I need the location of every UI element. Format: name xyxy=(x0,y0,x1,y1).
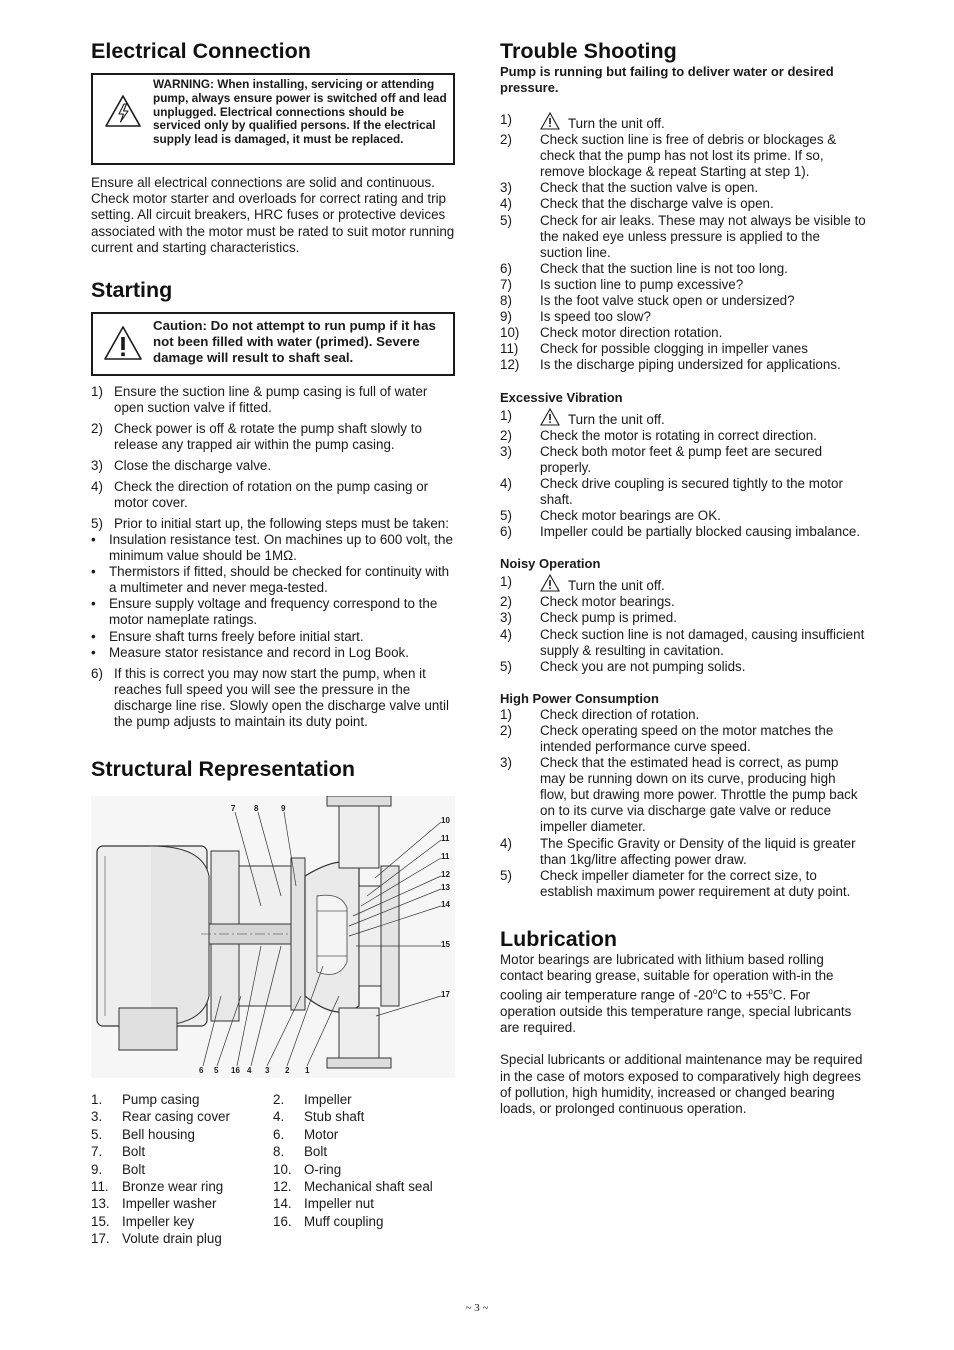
lubrication-paragraph-1: Motor bearings are lubricated with lithium based rolling contact bearing grease, suitable for operation with-in the cooling air temperature range of -20$^o$C to $+55^oC$. For operation outside this temperature range, special lubricants are required. xyxy=(500,951,852,1036)
list-item: 2) Check power is off & rotate the pump shaft slowly to release any trapped air within the pump casing. xyxy=(91,421,422,453)
part-item: 11. Bronze wear ring xyxy=(91,1179,224,1195)
caution-icon xyxy=(540,574,560,592)
part-item: 1. Pump casing xyxy=(91,1092,200,1108)
caution-icon xyxy=(93,318,153,361)
part-item: 3. Rear casing cover xyxy=(91,1109,230,1125)
part-item: 9. Bolt xyxy=(91,1161,146,1177)
caution-icon xyxy=(540,112,560,130)
bullet-item: • Ensure supply voltage and frequency correspond to the motor nameplate ratings. xyxy=(91,596,438,628)
electrical-warning-box xyxy=(91,73,455,165)
power-title: High Power Consumption xyxy=(500,690,659,706)
list-item: 1) Turn the unit off. xyxy=(500,112,665,131)
structural-title: Structural Representation xyxy=(91,757,356,782)
bullet-item: • Measure stator resistance and record in Log Book. xyxy=(91,644,409,660)
callout-number: 7 xyxy=(231,804,236,814)
part-item: 4. Stub shaft xyxy=(273,1109,365,1125)
callout-number: 2 xyxy=(285,1066,290,1076)
pump-diagram xyxy=(91,796,455,1078)
callout-number: 10 xyxy=(441,816,450,826)
parts-list xyxy=(91,1092,455,1247)
caution-icon xyxy=(540,408,560,426)
list-item: 6) If this is correct you may now start the pump, when it reaches full speed you will see the pressure in the discharge line rise. Slowly open the discharge valve until the pump adjusts to maintain its duty point. xyxy=(91,665,449,729)
callout-number: 4 xyxy=(247,1066,252,1076)
starting-caution-text: Caution: Do not attempt to run pump if it has not been filled with water (primed). Severe damage will result to shaft seal. xyxy=(153,318,436,366)
callout-number: 15 xyxy=(441,940,450,950)
left-column xyxy=(91,38,455,1247)
list-item: 4) Check that the discharge valve is open. xyxy=(500,196,774,212)
list-item: 2) Check suction line is free of debris or blockages & check that the pump has not lost its prime. If so, remove blockage & repeat Starting at step 1). xyxy=(500,132,837,180)
lubrication-title: Lubrication xyxy=(500,926,618,951)
list-item: 6) Impeller could be partially blocked causing imbalance. xyxy=(500,524,861,540)
list-item: 9) Is speed too slow? xyxy=(500,309,651,325)
list-item: 2) Check the motor is rotating in correct direction. xyxy=(500,427,817,443)
list-item: 3) Check that the estimated head is correct, as pump may be running down on its curve, producing high flow, but drawing more power. Throttle the pump back on to its curve via discharge gate valve or reduce impeller diameter. xyxy=(500,755,858,835)
part-item: 5. Bell housing xyxy=(91,1126,195,1142)
callout-number: 16 xyxy=(231,1066,240,1076)
starting-caution-box xyxy=(91,312,455,376)
list-item: 2) Check operating speed on the motor matches the intended performance curve speed. xyxy=(500,722,834,754)
list-item: 1) Turn the unit off. xyxy=(500,407,665,427)
part-item: 7. Bolt xyxy=(91,1144,146,1160)
right-column xyxy=(500,38,866,1117)
list-item: 3) Check pump is primed. xyxy=(500,610,677,626)
bullet-item: • Ensure shaft turns freely before initial start. xyxy=(91,628,364,644)
bullet-item: • Thermistors if fitted, should be checked for continuity with a multimeter and never mega-tested. xyxy=(91,564,450,596)
list-item: 3) Check both motor feet & pump feet are secured properly. xyxy=(500,443,823,475)
list-item: 8) Is the foot valve stuck open or undersized? xyxy=(500,293,795,309)
list-item: 2) Check motor bearings. xyxy=(500,594,675,610)
callout-number: 11 xyxy=(441,852,450,862)
trouble-subtitle: Pump is running but failing to deliver water or desired pressure. xyxy=(500,64,834,95)
part-item: 10. O-ring xyxy=(273,1161,342,1177)
list-item: 6) Check that the suction line is not too long. xyxy=(500,260,788,276)
list-item: 5) Check motor bearings are OK. xyxy=(500,508,721,524)
callout-number: 13 xyxy=(441,883,450,893)
list-item: 1) Turn the unit off. xyxy=(500,574,665,594)
callout-number: 3 xyxy=(265,1066,270,1076)
part-item: 14. Impeller nut xyxy=(273,1196,374,1212)
electrical-title: Electrical Connection xyxy=(91,39,311,63)
list-item: 1) Check direction of rotation. xyxy=(500,706,700,722)
vibration-steps xyxy=(500,408,866,541)
callout-number: 14 xyxy=(441,900,450,910)
starting-steps xyxy=(91,384,455,532)
list-item: 1) Ensure the suction line & pump casing is full of water open suction valve if fitted. xyxy=(91,384,428,416)
list-item: 3) Close the discharge valve. xyxy=(91,457,272,473)
trouble-title: Trouble Shooting xyxy=(500,39,677,63)
electrical-body: Ensure all electrical connections are solid and continuous. Check motor starter and overloads for correct rating and trip setting. All circuit breakers, HRC fuses or protective devices associated with the motor must be rated to suit motor running current and starting characteristics. xyxy=(91,175,455,255)
list-item: 3) Check that the suction valve is open. xyxy=(500,180,759,196)
list-item: 5) Check you are not pumping solids. xyxy=(500,658,746,674)
list-item: 10) Check motor direction rotation. xyxy=(500,325,723,341)
callout-number: 11 xyxy=(441,834,450,844)
trouble-steps xyxy=(500,112,866,374)
part-item: 12. Mechanical shaft seal xyxy=(273,1179,433,1195)
lubrication-paragraph-2: Special lubricants or additional maintenance may be required in the case of motors exposed to comparatively high degrees of pollution, high humidity, increased or changed bearing loads, or prolonged continuous operation. xyxy=(500,1052,863,1117)
list-item: 7) Is suction line to pump excessive? xyxy=(500,276,744,292)
vibration-title: Excessive Vibration xyxy=(500,389,623,405)
part-item: 15. Impeller key xyxy=(91,1213,195,1229)
list-item: 4) The Specific Gravity or Density of the liquid is greater than 1kg/litre affecting power draw. xyxy=(500,835,856,867)
page-number: ~ 3 ~ xyxy=(465,1302,489,1314)
power-steps xyxy=(500,707,866,900)
list-item: 11) Check for possible clogging in impeller vanes xyxy=(500,341,808,357)
part-item: 2. Impeller xyxy=(273,1092,352,1108)
noisy-title: Noisy Operation xyxy=(500,556,601,572)
noisy-steps xyxy=(500,574,866,675)
part-item: 6. Motor xyxy=(273,1126,339,1142)
part-item: 13. Impeller washer xyxy=(91,1196,217,1212)
list-item: 5) Prior to initial start up, the following steps must be taken: xyxy=(91,515,449,531)
callout-number: 5 xyxy=(214,1066,219,1076)
part-item: 8. Bolt xyxy=(273,1144,328,1160)
list-item: 5) Check for air leaks. These may not always be visible to the naked eye unless pressure is applied to the suction line. xyxy=(500,212,866,260)
list-item: 4) Check the direction of rotation on the pump casing or motor cover. xyxy=(91,478,429,510)
part-item: 16. Muff coupling xyxy=(273,1213,384,1229)
callout-number: 12 xyxy=(441,870,450,880)
callout-number: 8 xyxy=(254,804,259,814)
bullet-item: • Insulation resistance test. On machines up to 600 volt, the minimum value should be 1MΩ. xyxy=(91,531,453,564)
callout-number: 17 xyxy=(441,990,450,1000)
starting-bullets xyxy=(91,532,455,661)
starting-steps-cont xyxy=(91,666,455,730)
electrical-hazard-icon xyxy=(93,78,153,128)
callout-number: 6 xyxy=(199,1066,204,1076)
list-item: 12) Is the discharge piping undersized for applications. xyxy=(500,357,841,373)
electrical-warning-text: WARNING: When installing, servicing or attending pump, always ensure power is switched off and lead unplugged. Electrical connections should be serviced only by qualified persons. If the electrical supply lead is damaged, it must be replaced. xyxy=(153,77,447,147)
starting-title: Starting xyxy=(91,278,173,303)
part-item: 17. Volute drain plug xyxy=(91,1231,222,1247)
callout-number: 9 xyxy=(281,804,286,814)
list-item: 4) Check drive coupling is secured tightly to the motor shaft. xyxy=(500,475,843,507)
list-item: 5) Check impeller diameter for the correct size, to establish maximum power requirement at duty point. xyxy=(500,867,851,899)
callout-number: 1 xyxy=(305,1066,310,1076)
list-item: 4) Check suction line is not damaged, causing insufficient supply & resulting in cavitation. xyxy=(500,626,865,658)
